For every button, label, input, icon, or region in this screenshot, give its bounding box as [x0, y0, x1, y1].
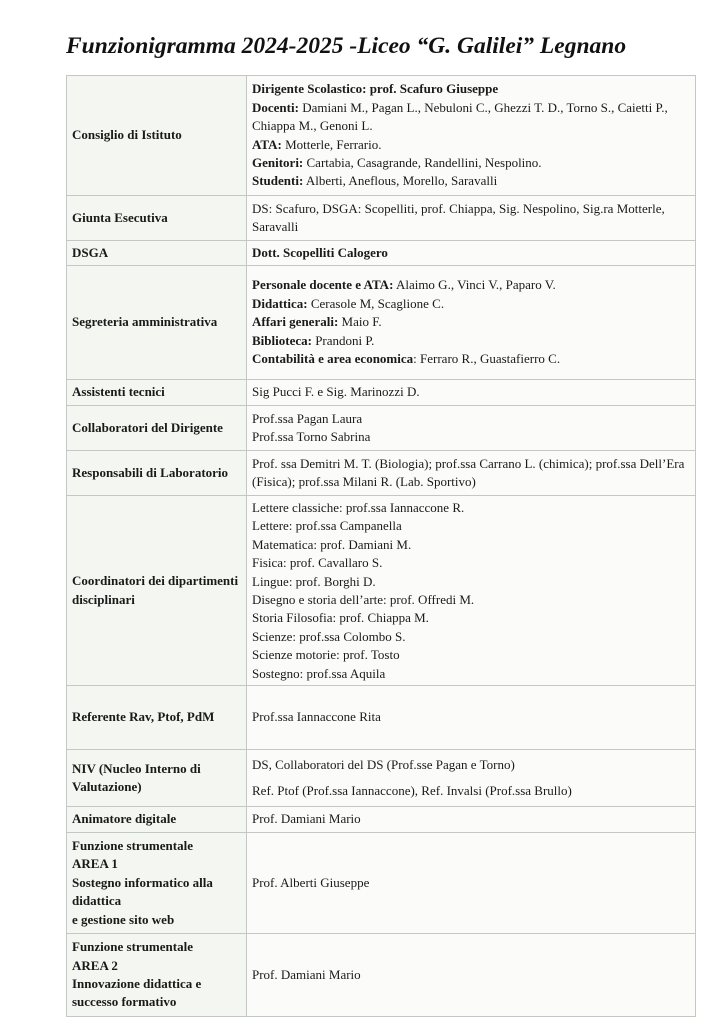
value-line — [252, 756, 690, 774]
table-row — [67, 241, 696, 266]
row-value — [247, 266, 696, 380]
value-line-text: Prandoni P. — [311, 332, 375, 348]
value-line-text: Prof.ssa Iannaccone Rita — [252, 709, 381, 725]
value-line-text: Prof. Damiani Mario — [252, 811, 361, 827]
value-line — [252, 410, 690, 428]
table-row — [67, 833, 696, 934]
value-line-text: Prof. Alberti Giuseppe — [252, 874, 370, 890]
row-label: Assistenti tecnici — [67, 380, 247, 406]
value-line — [252, 154, 690, 172]
value-line — [252, 499, 690, 517]
value-line — [252, 573, 690, 591]
value-line-text: Cerasole M, Scaglione C. — [307, 295, 445, 311]
value-line-text: : Ferraro R., Guastafierro C. — [413, 351, 561, 367]
value-line — [252, 609, 690, 627]
row-label: Funzione strumentale AREA 2 Innovazione didattica e successo formativo — [67, 934, 247, 1017]
value-line — [252, 554, 690, 572]
table-row — [67, 451, 696, 496]
value-line-text: Motterle, Ferrario. — [281, 136, 382, 152]
row-label: Referente Rav, Ptof, PdM — [67, 686, 247, 750]
value-line-text: Maio F. — [338, 314, 382, 330]
value-line-bold: Docenti: — [252, 99, 299, 115]
value-line — [252, 80, 690, 98]
value-line — [252, 810, 690, 828]
value-line — [252, 332, 690, 350]
value-line — [252, 591, 690, 609]
value-line — [252, 708, 690, 726]
value-line — [252, 455, 690, 492]
value-line — [252, 136, 690, 154]
row-value — [247, 833, 696, 934]
value-line — [252, 295, 690, 313]
row-label: Segreteria amministrativa — [67, 266, 247, 380]
value-line-text: Lingue: prof. Borghi D. — [252, 573, 376, 589]
value-line-text: Fisica: prof. Cavallaro S. — [252, 555, 383, 571]
row-value — [247, 380, 696, 406]
value-line — [252, 200, 690, 237]
funzionigramma-table — [66, 75, 696, 1017]
value-line — [252, 536, 690, 554]
table-row — [67, 76, 696, 196]
value-line — [252, 428, 690, 446]
value-line-bold: Biblioteca: — [252, 332, 312, 348]
row-value — [247, 241, 696, 266]
value-line — [252, 244, 690, 262]
value-line-text: Prof.ssa Pagan Laura — [252, 410, 363, 426]
value-line-bold: Personale docente e ATA: — [252, 277, 394, 293]
value-line-bold: Affari generali: — [252, 314, 339, 330]
value-line-text: Lettere: prof.ssa Campanella — [252, 518, 402, 534]
value-line-text: Alberti, Aneflous, Morello, Saravalli — [303, 173, 498, 189]
value-line-text: Disegno e storia dell’arte: prof. Offredi M. — [252, 592, 475, 608]
value-line-text: DS: Scafuro, DSGA: Scopelliti, prof. Chiappa, Sig. Nespolino, Sig.ra Motterle, Saravalli — [252, 200, 665, 234]
row-value — [247, 750, 696, 807]
value-line-text: Prof. ssa Demitri M. T. (Biologia); prof.ssa Carrano L. (chimica); prof.ssa Dell’Era (Fisica); prof.ssa Milani R. (Lab. Sportivo) — [252, 455, 685, 489]
value-line — [252, 313, 690, 331]
value-line — [252, 276, 690, 294]
row-value — [247, 934, 696, 1017]
row-value — [247, 496, 696, 686]
row-value — [247, 76, 696, 196]
value-line-text: Alaimo G., Vinci V., Paparo V. — [393, 277, 556, 293]
row-label: Giunta Esecutiva — [67, 196, 247, 241]
line-spacer — [252, 775, 690, 782]
row-label: Funzione strumentale AREA 1 Sostegno informatico alla didattica e gestione sito web — [67, 833, 247, 934]
value-line — [252, 383, 690, 401]
row-label: NIV (Nucleo Interno di Valutazione) — [67, 750, 247, 807]
value-line-bold: Dott. Scopelliti Calogero — [252, 244, 388, 260]
value-line-text: Scienze motorie: prof. Tosto — [252, 647, 400, 663]
table-row — [67, 496, 696, 686]
value-line-bold: Genitori: — [252, 154, 304, 170]
value-line — [252, 350, 690, 368]
row-label: Coordinatori dei dipartimenti disciplinari — [67, 496, 247, 686]
row-value — [247, 686, 696, 750]
value-line-text: Damiani M., Pagan L., Nebuloni C., Ghezzi T. D., Torno S., Caietti P., Chiappa M., Genoni L. — [252, 99, 668, 134]
value-line-text: Matematica: prof. Damiani M. — [252, 536, 412, 552]
value-line-text: Storia Filosofia: prof. Chiappa M. — [252, 610, 429, 626]
value-line — [252, 646, 690, 664]
value-line — [252, 665, 690, 683]
value-line-bold: Didattica: — [252, 295, 308, 311]
value-line-text: Prof.ssa Torno Sabrina — [252, 429, 371, 444]
table-row — [67, 686, 696, 750]
value-line-bold: Dirigente Scolastico: prof. Scafuro Giuseppe — [252, 81, 499, 97]
value-line-text: Prof. Damiani Mario — [252, 966, 361, 982]
value-line — [252, 782, 690, 800]
table-row — [67, 807, 696, 833]
row-value — [247, 406, 696, 451]
value-line-text: DS, Collaboratori del DS (Prof.sse Pagan e Torno) — [252, 757, 515, 773]
value-line — [252, 517, 690, 535]
value-line-bold: Studenti: — [252, 173, 304, 189]
value-line-text: Ref. Ptof (Prof.ssa Iannaccone), Ref. Invalsi (Prof.ssa Brullo) — [252, 782, 572, 798]
row-label: Animatore digitale — [67, 807, 247, 833]
value-line-text: Scienze: prof.ssa Colombo S. — [252, 628, 406, 644]
table-row — [67, 380, 696, 406]
value-line — [252, 628, 690, 646]
value-line-text: Sig Pucci F. e Sig. Marinozzi D. — [252, 384, 420, 400]
value-line-bold: ATA: — [252, 136, 282, 152]
table-row — [67, 196, 696, 241]
row-label: Collaboratori del Dirigente — [67, 406, 247, 451]
value-line — [252, 966, 690, 984]
row-label: Responsabili di Laboratorio — [67, 451, 247, 496]
table-row — [67, 406, 696, 451]
row-label: DSGA — [67, 241, 247, 266]
value-line-bold: Contabilità e area economica — [252, 351, 414, 367]
table-row — [67, 934, 696, 1017]
row-value — [247, 196, 696, 241]
value-line-text: Sostegno: prof.ssa Aquila — [252, 665, 386, 681]
value-line-text: Cartabia, Casagrande, Randellini, Nespolino. — [303, 154, 542, 170]
document-title: Funzionigramma 2024-2025 -Liceo “G. Galilei” Legnano — [66, 33, 627, 59]
value-line — [252, 874, 690, 892]
row-value — [247, 807, 696, 833]
table-row — [67, 750, 696, 807]
value-line — [252, 99, 690, 136]
value-line-text: Lettere classiche: prof.ssa Iannaccone R. — [252, 500, 465, 515]
row-value — [247, 451, 696, 496]
row-label: Consiglio di Istituto — [67, 76, 247, 196]
table-row — [67, 266, 696, 380]
value-line — [252, 172, 690, 190]
